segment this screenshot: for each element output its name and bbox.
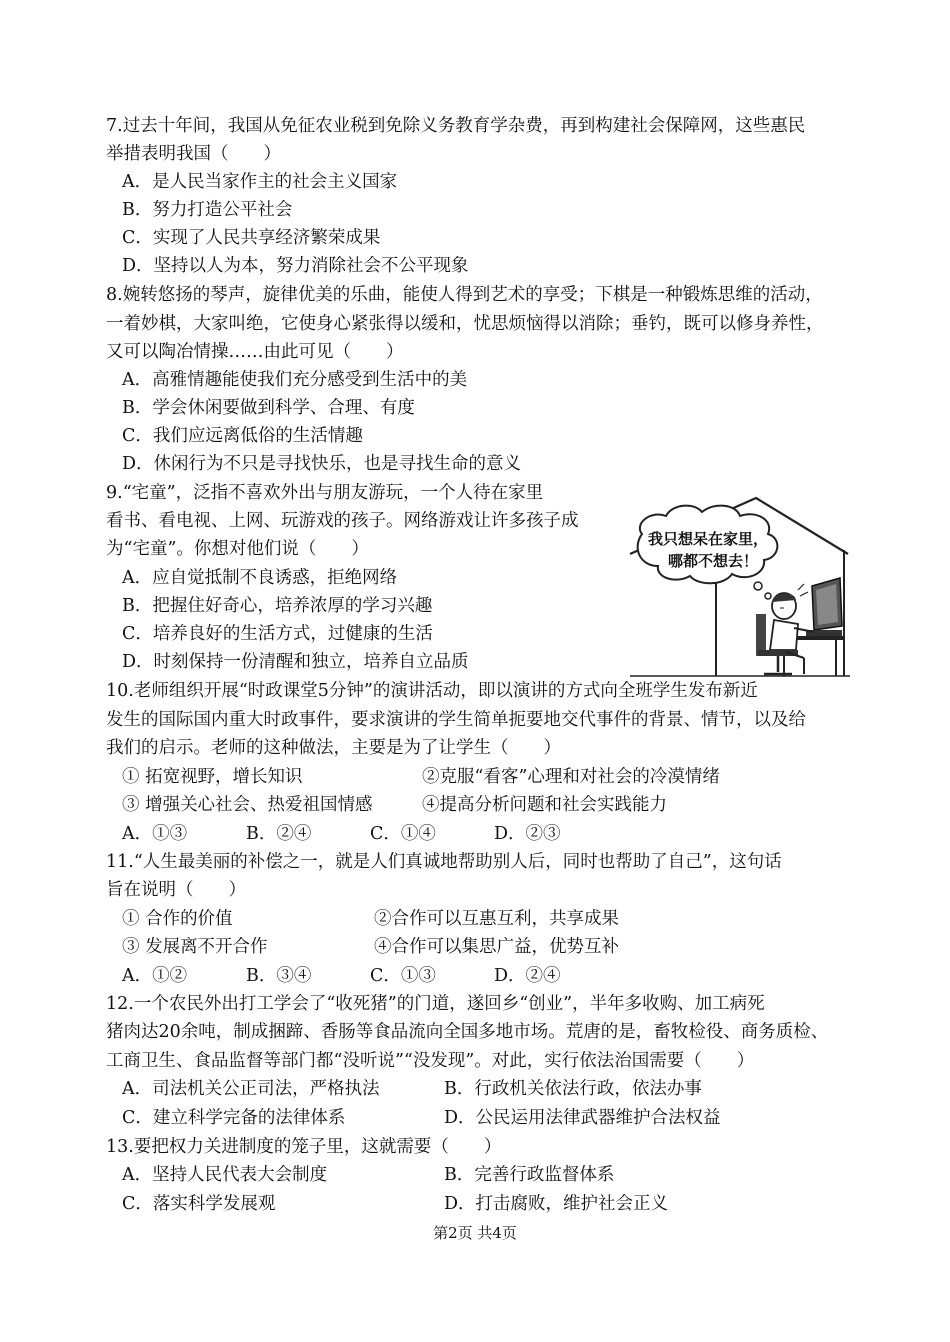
q10-items-row1 xyxy=(122,763,822,791)
q10-options xyxy=(122,820,622,848)
bubble-tail-dot xyxy=(754,582,762,590)
q10-option-b: B．②④ xyxy=(246,824,312,844)
q10-item-1: ① 拓宽视野，增长知识 xyxy=(122,767,303,787)
q13-options-row1 xyxy=(122,1161,822,1189)
q13-option-c: C．落实科学发展观 xyxy=(122,1194,276,1214)
q11-item-1: ① 合作的价值 xyxy=(122,909,233,929)
q10-stem-line2: 发生的国际国内重大时政事件，要求演讲的学生简单扼要地交代事件的背景、情节，以及给 xyxy=(106,710,806,730)
q11-items-row1 xyxy=(122,905,822,933)
q11-stem-line1: 11.“人生最美丽的补偿之一，就是人们真诚地帮助别人后，同时也帮助了自己”，这句话 xyxy=(106,852,782,872)
q12-option-a: A．司法机关公正司法，严格执法 xyxy=(122,1079,380,1099)
q9-illustration xyxy=(628,494,852,680)
q8-option-b: B．学会休闲要做到科学、合理、有度 xyxy=(122,398,415,418)
q12-option-d: D．公民运用法律武器维护合法权益 xyxy=(444,1108,721,1128)
q11-item-2: ②合作可以互惠互利，共享成果 xyxy=(374,909,619,929)
bubble-tail-dot xyxy=(765,593,771,599)
q12-stem-line3: 工商卫生、食品监督等部门都“没听说”“没发现”。对此，实行依法治国需要（ ） xyxy=(106,1051,755,1071)
q12-stem-line2: 猪肉达20余吨，制成捆蹄、香肠等食品流向全国多地市场。荒唐的是，畜牧检役、商务质检、 xyxy=(106,1022,829,1042)
q11-item-4: ④合作可以集思广益，优势互补 xyxy=(374,937,619,957)
q12-options-row2 xyxy=(122,1104,822,1132)
q11-stem-line2: 旨在说明（ ） xyxy=(106,880,246,900)
q13-options-row2 xyxy=(122,1190,822,1218)
q9-stem-line2: 看书、看电视、上网、玩游戏的孩子。网络游戏让许多孩子成 xyxy=(106,511,579,531)
q10-option-d: D．②③ xyxy=(494,824,561,844)
q11-option-d: D．②④ xyxy=(494,966,561,986)
q8-option-c: C．我们应远离低俗的生活情趣 xyxy=(122,426,363,446)
q7-option-c: C．实现了人民共享经济繁荣成果 xyxy=(122,228,381,248)
q7-stem-line1: 7.过去十年间，我国从免征农业税到免除义务教育学杂费，再到构建社会保障网，这些惠民 xyxy=(106,116,806,136)
q12-stem-line1: 12.一个农民外出打工学会了“收死猪”的门道，遂回乡“创业”，半年多收购、加工病死 xyxy=(106,994,765,1014)
q10-option-c: C．①④ xyxy=(370,824,436,844)
page-number: 第2页 共4页 xyxy=(433,1224,517,1242)
q8-stem-line2: 一着妙棋，大家叫绝，它使身心紧张得以缓和，忧思烦恼得以消除；垂钓，既可以修身养性， xyxy=(106,314,824,334)
q13-option-b: B．完善行政监督体系 xyxy=(444,1165,615,1185)
q8-option-d: D．休闲行为不只是寻找快乐，也是寻找生命的意义 xyxy=(122,454,522,474)
q10-stem-line1: 10.老师组织开展“时政课堂5分钟”的演讲活动，即以演讲的方式向全班学生发布新近 xyxy=(106,681,758,701)
q12-option-b: B．行政机关依法行政，依法办事 xyxy=(444,1079,702,1099)
q10-stem-line3: 我们的启示。老师的这种做法，主要是为了让学生（ ） xyxy=(106,738,561,758)
q10-item-4: ④提高分析问题和社会实践能力 xyxy=(422,795,667,815)
q11-item-3: ③ 发展离不开合作 xyxy=(122,937,268,957)
q13-option-a: A．坚持人民代表大会制度 xyxy=(122,1165,328,1185)
q9-option-a: A．应自觉抵制不良诱惑，拒绝网络 xyxy=(122,568,398,588)
bubble-line2: 哪都不想去！ xyxy=(668,552,759,570)
q8-stem-line3: 又可以陶冶情操……由此可见（ ） xyxy=(106,342,404,362)
q10-option-a: A．①③ xyxy=(122,824,188,844)
q10-items-row2 xyxy=(122,791,822,819)
q12-option-c: C．建立科学完备的法律体系 xyxy=(122,1108,346,1128)
q9-stem-line1: 9.“宅童”，泛指不喜欢外出与朋友游玩，一个人待在家里 xyxy=(106,483,544,503)
q7-stem-line2: 举措表明我国（ ） xyxy=(106,144,281,164)
q11-options xyxy=(122,962,622,990)
q7-option-a: A．是人民当家作主的社会主义国家 xyxy=(122,172,398,192)
q7-option-b: B．努力打造公平社会 xyxy=(122,200,293,220)
q11-option-a: A．①② xyxy=(122,966,188,986)
q9-option-c: C．培养良好的生活方式，过健康的生活 xyxy=(122,624,433,644)
q13-option-d: D．打击腐败，维护社会正义 xyxy=(444,1194,669,1214)
q7-option-d: D．坚持以人为本，努力消除社会不公平现象 xyxy=(122,256,469,276)
q10-item-3: ③ 增强关心社会、热爱祖国情感 xyxy=(122,795,373,815)
q9-stem-line3: 为“宅童”。你想对他们说（ ） xyxy=(106,539,369,559)
q8-option-a: A．高雅情趣能使我们充分感受到生活中的美 xyxy=(122,370,468,390)
q9-option-d: D．时刻保持一份清醒和独立，培养自立品质 xyxy=(122,652,469,672)
q9-option-b: B．把握住好奇心，培养浓厚的学习兴趣 xyxy=(122,596,433,616)
q10-item-2: ②克服“看客”心理和对社会的冷漠情绪 xyxy=(422,767,720,787)
q13-stem-line1: 13.要把权力关进制度的笼子里，这就需要（ ） xyxy=(106,1137,502,1157)
q11-option-b: B．③④ xyxy=(246,966,312,986)
bubble-line1: 我只想呆在家里， xyxy=(648,530,769,548)
q11-items-row2 xyxy=(122,933,822,961)
q12-options-row1 xyxy=(122,1075,822,1103)
q11-option-c: C．①③ xyxy=(370,966,436,986)
q8-stem-line1: 8.婉转悠扬的琴声，旋律优美的乐曲，能使人得到艺术的享受；下棋是一种锻炼思维的活动， xyxy=(106,285,823,305)
